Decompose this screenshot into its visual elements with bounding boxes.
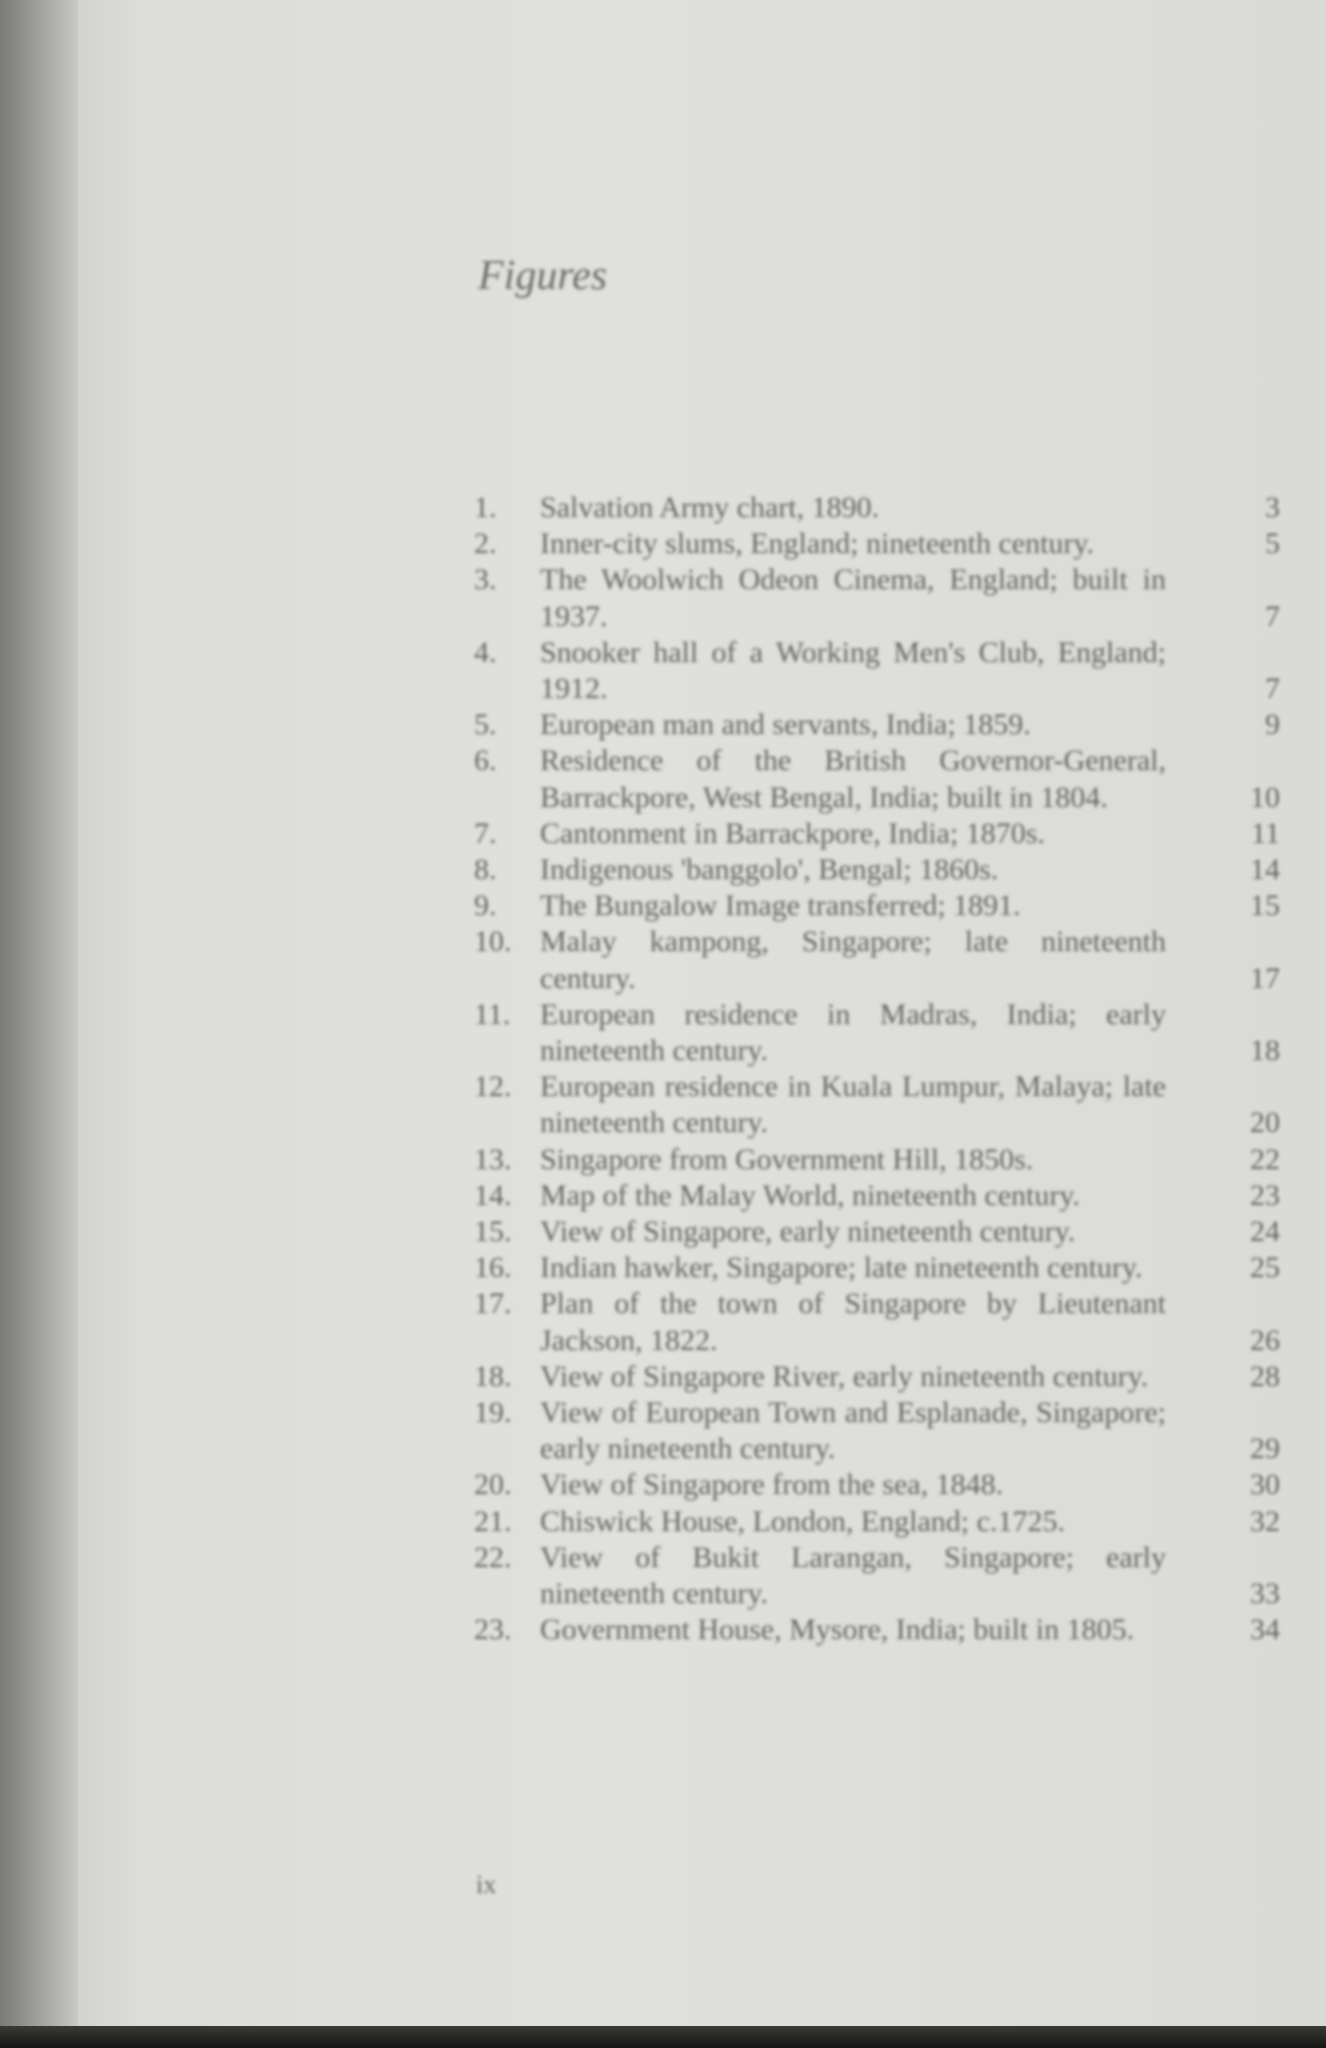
- figure-entry: [474, 562, 1280, 634]
- figure-number: 6.: [474, 744, 497, 778]
- figure-caption: Singapore from Government Hill, 1850s.: [540, 1142, 1034, 1176]
- figure-number: 8.: [474, 853, 497, 887]
- figure-number: 10.: [474, 925, 512, 959]
- figure-number: 15.: [474, 1215, 512, 1249]
- figure-page: 26: [1250, 1323, 1280, 1357]
- figure-number: 12.: [474, 1070, 512, 1104]
- figures-list: [474, 490, 1280, 1649]
- figure-number: 16.: [474, 1251, 512, 1285]
- figure-caption: Indigenous 'banggolo', Bengal; 1860s.: [540, 853, 999, 887]
- figure-number: 13.: [474, 1142, 512, 1176]
- figure-caption: View of Bukit Larangan, Singapore; early nineteenth century.: [540, 1540, 1166, 1611]
- figure-caption: European residence in Madras, India; early nineteenth century.: [540, 997, 1166, 1068]
- figure-caption: Government House, Mysore, India; built in 1805.: [540, 1613, 1135, 1647]
- figure-page: 34: [1250, 1613, 1280, 1647]
- figure-page: 28: [1250, 1359, 1280, 1393]
- background-surface: [0, 2026, 1326, 2048]
- figure-caption: Malay kampong, Singapore; late nineteenth century.: [540, 925, 1166, 995]
- figure-number: 21.: [474, 1504, 512, 1538]
- figure-page: 14: [1250, 853, 1280, 887]
- figure-entry: [474, 1069, 1280, 1141]
- figure-entry: [474, 1395, 1280, 1467]
- figure-number: 20.: [474, 1468, 512, 1502]
- figure-entry: [474, 852, 1280, 888]
- figure-entry: [474, 635, 1280, 707]
- figure-entry: [474, 1286, 1280, 1358]
- figure-caption: Plan of the town of Singapore by Lieutenant Jackson, 1822.: [540, 1287, 1166, 1357]
- figure-entry: [474, 1142, 1280, 1178]
- figure-caption: Cantonment in Barrackpore, India; 1870s.: [540, 816, 1045, 850]
- figure-entry: [474, 707, 1280, 743]
- figure-caption: European man and servants, India; 1859.: [540, 708, 1031, 742]
- figure-entry: [474, 888, 1280, 924]
- figure-number: 2.: [474, 527, 497, 561]
- figure-number: 14.: [474, 1178, 512, 1212]
- figure-entry: [474, 1467, 1280, 1503]
- figure-number: 23.: [474, 1613, 512, 1647]
- figure-entry: [474, 924, 1280, 996]
- figure-number: 4.: [474, 635, 497, 669]
- figure-caption: The Bungalow Image transferred; 1891.: [540, 889, 1021, 923]
- figure-page: 10: [1250, 780, 1280, 814]
- figure-page: 33: [1250, 1577, 1280, 1611]
- figure-page: 23: [1250, 1178, 1280, 1212]
- figure-page: 18: [1250, 1034, 1280, 1068]
- figure-number: 11.: [474, 997, 511, 1031]
- figure-entry: [474, 1540, 1280, 1612]
- figure-entry: [474, 997, 1280, 1069]
- figure-caption: Residence of the British Governor-General, Barrackpore, West Bengal, India; built in 1804.: [540, 744, 1166, 814]
- figure-entry: [474, 1504, 1280, 1540]
- figure-page: 15: [1250, 889, 1280, 923]
- figure-entry: [474, 1250, 1280, 1286]
- figure-page: 9: [1265, 708, 1280, 742]
- figure-caption: Chiswick House, London, England; c.1725.: [540, 1504, 1065, 1538]
- figure-entry: [474, 1178, 1280, 1214]
- figure-caption: View of Singapore River, early nineteenth century.: [540, 1359, 1149, 1393]
- page-title: Figures: [478, 253, 608, 299]
- figure-entry: [474, 816, 1280, 852]
- figure-caption: European residence in Kuala Lumpur, Malaya; late nineteenth century.: [540, 1070, 1166, 1140]
- figure-page: 7: [1265, 672, 1280, 706]
- figure-entry: [474, 490, 1280, 526]
- figure-number: 9.: [474, 889, 497, 923]
- figure-caption: The Woolwich Odeon Cinema, England; built in 1937.: [540, 563, 1166, 633]
- figure-caption: Inner-city slums, England; nineteenth century.: [540, 527, 1094, 561]
- figure-caption: Snooker hall of a Working Men's Club, England; 1912.: [540, 635, 1166, 706]
- figure-caption: Map of the Malay World, nineteenth century.: [540, 1178, 1080, 1212]
- figure-page: 20: [1250, 1106, 1280, 1140]
- figure-page: 7: [1265, 599, 1280, 633]
- figure-page: 22: [1250, 1142, 1280, 1176]
- figure-caption: View of Singapore, early nineteenth century.: [540, 1215, 1076, 1249]
- figure-number: 5.: [474, 708, 497, 742]
- figure-page: 3: [1265, 491, 1280, 524]
- figure-entry: [474, 526, 1280, 562]
- figure-caption: Salvation Army chart, 1890.: [540, 491, 880, 524]
- figure-caption: Indian hawker, Singapore; late nineteenth century.: [540, 1251, 1143, 1285]
- figure-page: 25: [1250, 1251, 1280, 1285]
- figure-number: 1.: [474, 491, 497, 524]
- figure-caption: View of European Town and Esplanade, Singapore; early nineteenth century.: [540, 1396, 1166, 1466]
- figure-entry: [474, 1359, 1280, 1395]
- figure-caption: View of Singapore from the sea, 1848.: [540, 1468, 1004, 1502]
- figure-page: 24: [1250, 1215, 1280, 1249]
- figure-number: 17.: [474, 1287, 512, 1321]
- page-number: ix: [476, 1870, 497, 1899]
- figure-number: 22.: [474, 1540, 512, 1574]
- figure-number: 7.: [474, 816, 497, 850]
- figure-entry: [474, 743, 1280, 815]
- figure-entry: [474, 1214, 1280, 1250]
- figure-page: 30: [1250, 1468, 1280, 1502]
- figure-page: 17: [1250, 961, 1280, 995]
- figure-entry: [474, 1612, 1280, 1648]
- figure-page: 32: [1250, 1504, 1280, 1538]
- figure-page: 29: [1250, 1432, 1280, 1466]
- figure-number: 3.: [474, 563, 497, 597]
- figure-number: 18.: [474, 1359, 512, 1393]
- figure-page: 11: [1251, 816, 1280, 850]
- figure-page: 5: [1265, 527, 1280, 561]
- figure-number: 19.: [474, 1396, 512, 1430]
